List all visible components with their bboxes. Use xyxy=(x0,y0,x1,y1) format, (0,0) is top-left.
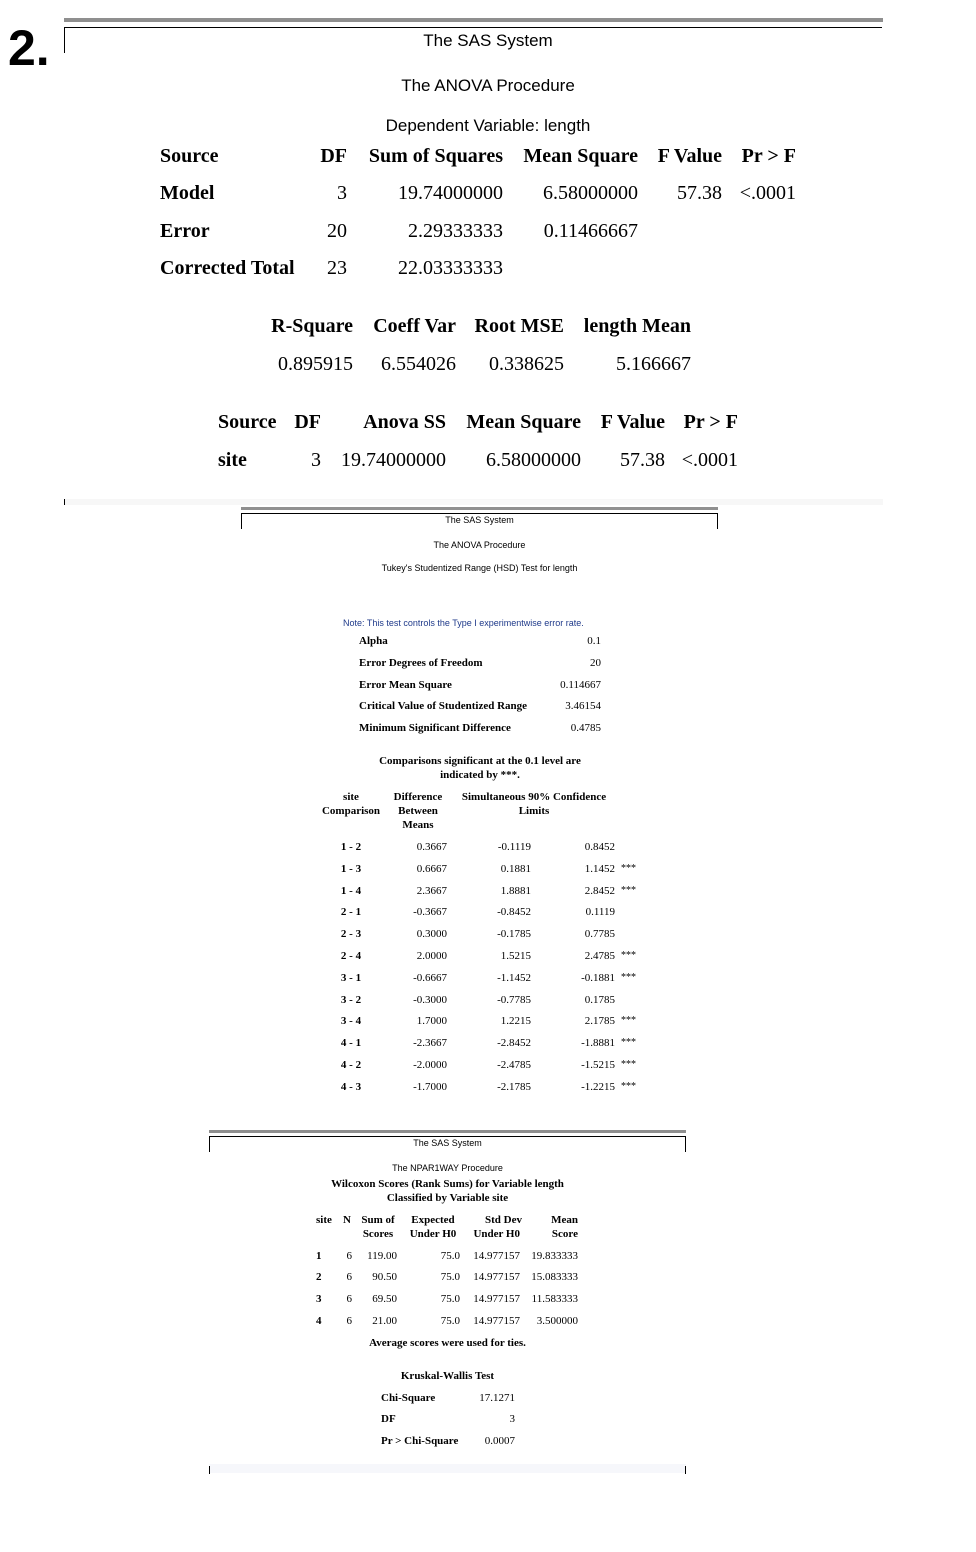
row-source: Model xyxy=(160,182,215,204)
header-limits-1: Simultaneous 90% Confidence xyxy=(461,791,607,803)
panel-corner-tick xyxy=(64,499,65,505)
comparison-diff: 0.3000 xyxy=(416,928,447,941)
comparison-lower: 0.1881 xyxy=(500,862,531,875)
significance-marker: *** xyxy=(621,1015,636,1027)
param-value: 3.46154 xyxy=(565,700,601,712)
row-df: 3 xyxy=(337,182,347,204)
comparison-lower: -2.1785 xyxy=(497,1080,531,1093)
fit-value-rootmse: 0.338625 xyxy=(489,353,564,375)
kw-value: 0.0007 xyxy=(484,1435,515,1447)
row-std: 14.977157 xyxy=(473,1271,520,1283)
comparison-pair: 3 - 4 xyxy=(340,1015,362,1028)
row-expected: 75.0 xyxy=(440,1271,460,1283)
col-header-f: F Value xyxy=(657,145,722,167)
param-value: 0.1 xyxy=(587,635,601,647)
effect-header-source: Source xyxy=(218,411,277,433)
wilcoxon-title-2: Classified by Variable site xyxy=(386,1192,509,1204)
kw-label: DF xyxy=(381,1413,396,1425)
row-sum: 119.00 xyxy=(367,1250,397,1262)
procedure-title: The NPAR1WAY Procedure xyxy=(392,1163,503,1173)
row-site: 1 xyxy=(316,1250,322,1262)
row-n: 6 xyxy=(346,1250,352,1262)
comparison-lower: -0.1119 xyxy=(497,841,531,853)
header-expected-2: Under H0 xyxy=(409,1228,457,1240)
comparison-upper: 0.7785 xyxy=(584,928,615,941)
row-ms: 0.11466667 xyxy=(543,220,638,242)
comparison-pair: 2 - 1 xyxy=(340,906,362,919)
row-ss: 19.74000000 xyxy=(398,182,503,204)
header-sum-2: Scores xyxy=(362,1228,394,1240)
param-value: 20 xyxy=(590,657,601,669)
kruskal-wallis-title: Kruskal-Wallis Test xyxy=(400,1370,495,1382)
comparison-lower: -0.1785 xyxy=(497,928,531,941)
comparison-lower: 1.5215 xyxy=(500,950,531,962)
comparison-diff: -0.3667 xyxy=(413,906,447,919)
system-title: The SAS System xyxy=(413,1138,482,1148)
col-header-ss: Sum of Squares xyxy=(368,145,503,167)
comparison-diff: 0.6667 xyxy=(416,862,447,875)
significance-note-line2: indicated by ***. xyxy=(440,769,520,781)
ties-note: Average scores were used for ties. xyxy=(369,1337,526,1349)
comparison-lower: -2.8452 xyxy=(497,1037,531,1050)
row-n: 6 xyxy=(346,1315,352,1327)
param-value: 0.4785 xyxy=(570,722,601,734)
panel-top-rule xyxy=(64,18,883,22)
row-sum: 90.50 xyxy=(372,1271,397,1283)
kw-label: Pr > Chi-Square xyxy=(381,1435,459,1447)
param-label: Error Degrees of Freedom xyxy=(359,657,483,669)
row-ss: 2.29333333 xyxy=(408,220,503,242)
comparison-lower: -0.7785 xyxy=(497,993,531,1006)
param-label: Error Mean Square xyxy=(359,679,452,691)
panel-bottom-band xyxy=(209,1464,686,1473)
row-mean: 15.083333 xyxy=(531,1271,578,1283)
row-n: 6 xyxy=(346,1271,352,1283)
row-std: 14.977157 xyxy=(473,1315,520,1327)
header-std-2: Under H0 xyxy=(473,1228,520,1240)
comparison-pair: 1 - 2 xyxy=(340,841,362,853)
effect-row-p: <.0001 xyxy=(681,449,738,471)
dependent-variable: Dependent Variable: length xyxy=(385,116,591,135)
header-site: site xyxy=(316,1214,332,1226)
comparison-diff: -2.3667 xyxy=(413,1037,447,1050)
comparison-diff: 2.3667 xyxy=(416,884,447,897)
header-limits-2: Limits xyxy=(518,805,550,817)
row-expected: 75.0 xyxy=(440,1315,460,1327)
comparison-diff: 2.0000 xyxy=(416,950,447,962)
comparison-lower: -2.4785 xyxy=(497,1059,531,1071)
system-title: The SAS System xyxy=(423,31,553,50)
significance-marker: *** xyxy=(621,950,636,961)
fit-header-coeffvar: Coeff Var xyxy=(373,315,456,337)
col-header-df: DF xyxy=(320,145,347,167)
panel-corner-tick xyxy=(209,1466,210,1474)
comparison-upper: -1.5215 xyxy=(581,1059,615,1071)
wilcoxon-title-1: Wilcoxon Scores (Rank Sums) for Variable length xyxy=(331,1178,564,1190)
row-source: Corrected Total xyxy=(160,257,295,279)
row-expected: 75.0 xyxy=(440,1293,460,1305)
comparison-lower: -0.8452 xyxy=(497,906,531,919)
row-source: Error xyxy=(160,220,210,242)
note-text: Note: This test controls the Type I experimentwise error rate. xyxy=(343,618,584,628)
comparison-diff: -2.0000 xyxy=(413,1059,447,1071)
comparison-upper: 2.1785 xyxy=(584,1015,615,1028)
fit-value-coeffvar: 6.554026 xyxy=(381,353,456,375)
comparison-upper: 0.8452 xyxy=(584,841,615,853)
row-f: 57.38 xyxy=(677,182,722,204)
panel-top-rule xyxy=(209,1130,686,1133)
effect-header-ss: Anova SS xyxy=(363,411,446,433)
header-n: N xyxy=(343,1214,351,1226)
kw-label: Chi-Square xyxy=(381,1392,436,1404)
header-sum-1: Sum of xyxy=(361,1214,395,1226)
header-diff-1: Difference xyxy=(393,791,443,803)
comparison-diff: -0.3000 xyxy=(413,993,447,1006)
significance-marker: *** xyxy=(621,1080,636,1092)
significance-marker: *** xyxy=(621,862,636,874)
comparison-diff: -0.6667 xyxy=(413,971,447,984)
comparison-pair: 3 - 2 xyxy=(340,993,362,1006)
comparison-upper: 2.4785 xyxy=(584,950,615,962)
row-sum: 69.50 xyxy=(372,1293,397,1305)
problem-number: 2. xyxy=(8,20,50,76)
row-expected: 75.0 xyxy=(440,1250,460,1262)
effect-row-source: site xyxy=(218,449,247,471)
comparison-upper: 0.1785 xyxy=(584,993,615,1006)
effect-row-ms: 6.58000000 xyxy=(486,449,581,471)
effect-header-f: F Value xyxy=(600,411,665,433)
comparison-pair: 4 - 2 xyxy=(340,1059,362,1071)
col-header-source: Source xyxy=(160,145,219,167)
row-mean: 19.833333 xyxy=(531,1250,578,1262)
row-mean: 3.500000 xyxy=(536,1315,578,1327)
fit-header-mean: length Mean xyxy=(583,315,691,337)
fit-value-rsquare: 0.895915 xyxy=(278,353,353,375)
effect-header-ms: Mean Square xyxy=(466,411,581,433)
row-df: 20 xyxy=(327,220,347,242)
col-header-p: Pr > F xyxy=(741,145,796,167)
kw-value: 17.1271 xyxy=(479,1392,515,1404)
param-value: 0.114667 xyxy=(560,679,601,691)
test-title: Tukey's Studentized Range (HSD) Test for length xyxy=(381,563,578,573)
fit-header-rsquare: R-Square xyxy=(271,315,353,337)
comparison-upper: 2.8452 xyxy=(584,884,615,897)
row-site: 3 xyxy=(316,1293,322,1305)
row-std: 14.977157 xyxy=(473,1293,520,1305)
row-df: 23 xyxy=(327,257,347,279)
param-label: Minimum Significant Difference xyxy=(359,722,511,734)
comparison-upper: 0.1119 xyxy=(585,906,615,919)
header-comparison-2: Comparison xyxy=(321,805,381,817)
comparison-pair: 3 - 1 xyxy=(340,971,362,984)
significance-marker: *** xyxy=(621,884,636,896)
comparison-pair: 2 - 3 xyxy=(340,928,362,941)
row-sum: 21.00 xyxy=(372,1315,397,1327)
comparison-upper: -1.8881 xyxy=(581,1037,615,1050)
significance-marker: *** xyxy=(621,1059,636,1070)
fit-value-mean: 5.166667 xyxy=(616,353,691,375)
col-header-ms: Mean Square xyxy=(523,145,638,167)
comparison-lower: 1.8881 xyxy=(500,884,531,897)
row-mean: 11.583333 xyxy=(531,1293,578,1305)
param-label: Alpha xyxy=(359,635,388,647)
comparison-diff: 1.7000 xyxy=(416,1015,447,1028)
comparison-pair: 4 - 3 xyxy=(340,1080,362,1093)
comparison-pair: 1 - 4 xyxy=(340,884,362,897)
header-comparison-1: site xyxy=(343,791,359,803)
kw-value: 3 xyxy=(509,1413,515,1425)
significance-note-line1: Comparisons significant at the 0.1 level are xyxy=(379,755,581,767)
comparison-lower: -1.1452 xyxy=(497,971,531,984)
row-p: <.0001 xyxy=(739,182,796,204)
comparison-pair: 4 - 1 xyxy=(340,1037,362,1050)
param-label: Critical Value of Studentized Range xyxy=(359,700,528,712)
panel-corner-tick xyxy=(685,1466,686,1474)
row-ms: 6.58000000 xyxy=(543,182,638,204)
effect-row-ss: 19.74000000 xyxy=(341,449,446,471)
row-n: 6 xyxy=(346,1293,352,1305)
comparison-diff: 0.3667 xyxy=(416,841,447,853)
header-std-1: Std Dev xyxy=(485,1214,522,1226)
effect-header-p: Pr > F xyxy=(683,411,738,433)
header-diff-2: Between xyxy=(398,805,438,817)
effect-row-df: 3 xyxy=(311,449,321,471)
effect-header-df: DF xyxy=(294,411,321,433)
comparison-lower: 1.2215 xyxy=(500,1015,531,1028)
comparison-upper: -0.1881 xyxy=(581,971,615,984)
comparison-diff: -1.7000 xyxy=(413,1080,447,1093)
header-mean-1: Mean xyxy=(551,1214,578,1226)
header-diff-3: Means xyxy=(402,819,434,831)
comparison-pair: 2 - 4 xyxy=(340,950,362,962)
panel-top-rule xyxy=(241,507,718,510)
header-mean-2: Score xyxy=(551,1228,578,1240)
row-ss: 22.03333333 xyxy=(398,257,503,279)
procedure-title: The ANOVA Procedure xyxy=(433,540,526,550)
comparison-upper: -1.2215 xyxy=(581,1080,615,1093)
row-site: 2 xyxy=(316,1271,322,1283)
system-title: The SAS System xyxy=(445,515,514,525)
row-std: 14.977157 xyxy=(473,1250,520,1262)
fit-header-rootmse: Root MSE xyxy=(474,315,564,337)
procedure-title: The ANOVA Procedure xyxy=(401,76,575,95)
header-expected-1: Expected xyxy=(411,1214,455,1226)
significance-marker: *** xyxy=(621,1037,636,1049)
significance-marker: *** xyxy=(621,971,636,983)
row-site: 4 xyxy=(316,1315,322,1327)
panel-bottom-band xyxy=(64,499,883,505)
effect-row-f: 57.38 xyxy=(620,449,665,471)
comparison-upper: 1.1452 xyxy=(584,862,615,875)
comparison-pair: 1 - 3 xyxy=(340,862,362,875)
